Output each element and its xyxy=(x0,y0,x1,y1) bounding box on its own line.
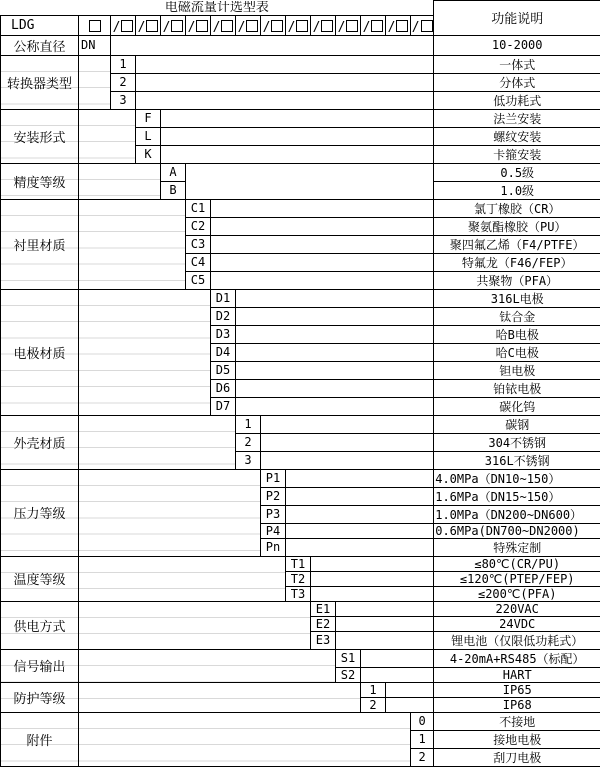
empty-after-cell xyxy=(161,145,434,163)
function-column-header: 功能说明 xyxy=(434,1,600,36)
option-code-cell: F xyxy=(136,109,161,127)
empty-after-cell xyxy=(186,163,434,199)
function-desc-cell: IP68 xyxy=(434,697,600,712)
function-desc-cell: 锂电池（仅限低功耗式） xyxy=(434,631,600,649)
selector-box-cell xyxy=(311,15,336,35)
selector-box-cell xyxy=(161,15,186,35)
table-row xyxy=(1,35,600,55)
function-desc-cell: 共聚物（PFA） xyxy=(434,271,600,289)
option-code-cell: D1 xyxy=(211,289,236,307)
empty-after-cell xyxy=(286,523,434,538)
category-label: 衬里材质 xyxy=(1,199,79,289)
function-desc-cell: 316L不锈钢 xyxy=(434,451,600,469)
function-desc-cell: 碳钢 xyxy=(434,415,600,433)
function-desc-cell: 氯丁橡胶（CR） xyxy=(434,199,600,217)
option-code-cell: C2 xyxy=(186,217,211,235)
option-box-icon xyxy=(321,20,333,32)
table-row xyxy=(1,415,600,433)
empty-gap-cell xyxy=(79,289,211,415)
function-desc-cell: 不接地 xyxy=(434,712,600,730)
option-box-icon xyxy=(196,20,208,32)
option-code-cell: C5 xyxy=(186,271,211,289)
empty-after-cell xyxy=(136,73,434,91)
selector-box-cell xyxy=(261,15,286,35)
function-desc-cell: 哈B电极 xyxy=(434,325,600,343)
empty-after-cell xyxy=(311,586,434,601)
empty-gap-cell xyxy=(79,55,111,109)
empty-gap-cell xyxy=(79,469,261,556)
category-label: 安装形式 xyxy=(1,109,79,163)
function-desc-cell: 0.6MPa(DN700~DN2000) xyxy=(434,523,600,538)
empty-gap-cell xyxy=(79,163,161,199)
option-code-cell: C3 xyxy=(186,235,211,253)
category-label: 供电方式 xyxy=(1,601,79,649)
empty-after-cell xyxy=(136,55,434,73)
function-desc-cell: 1.0级 xyxy=(434,181,600,199)
option-code-cell: E2 xyxy=(311,616,336,631)
option-box-icon xyxy=(346,20,358,32)
option-code-cell: C4 xyxy=(186,253,211,271)
function-desc-cell: 10-2000 xyxy=(434,35,600,55)
category-label: 公称直径 xyxy=(1,35,79,55)
option-box-icon xyxy=(421,20,433,32)
slash-separator: / xyxy=(188,20,196,35)
category-label: 温度等级 xyxy=(1,556,79,601)
option-code-cell: D2 xyxy=(211,307,236,325)
option-box-icon xyxy=(171,20,183,32)
selector-box-cell xyxy=(411,15,434,35)
option-code-cell: K xyxy=(136,145,161,163)
table-row xyxy=(1,163,600,181)
category-label: 防护等级 xyxy=(1,682,79,712)
function-desc-cell: 1.0MPa（DN200~DN600） xyxy=(434,505,600,523)
category-label: 信号输出 xyxy=(1,649,79,682)
empty-after-cell xyxy=(236,325,434,343)
table-row xyxy=(1,1,600,16)
table-row xyxy=(1,199,600,217)
empty-gap-cell xyxy=(79,199,186,289)
empty-after-cell xyxy=(161,127,434,145)
function-desc-cell: 螺纹安装 xyxy=(434,127,600,145)
empty-after-cell xyxy=(236,343,434,361)
empty-after-cell xyxy=(286,487,434,505)
option-code-cell: 2 xyxy=(111,73,136,91)
selector-box-cell xyxy=(386,15,411,35)
function-desc-cell: 聚氨酯橡胶（PU） xyxy=(434,217,600,235)
empty-after-cell xyxy=(311,556,434,571)
function-desc-cell: 316L电极 xyxy=(434,289,600,307)
function-desc-cell: 0.5级 xyxy=(434,163,600,181)
empty-after-cell xyxy=(361,649,434,667)
category-label: 附件 xyxy=(1,712,79,766)
function-desc-cell: 220VAC xyxy=(434,601,600,616)
option-box-icon xyxy=(246,20,258,32)
option-code-cell: A xyxy=(161,163,186,181)
function-desc-cell: 钛合金 xyxy=(434,307,600,325)
slash-separator: / xyxy=(113,20,121,35)
table-row xyxy=(1,55,600,73)
function-desc-cell: 碳化钨 xyxy=(434,397,600,415)
option-code-cell: 0 xyxy=(411,712,434,730)
slash-separator: / xyxy=(363,20,371,35)
option-code-cell: C1 xyxy=(186,199,211,217)
option-box-icon xyxy=(396,20,408,32)
option-code-cell: D5 xyxy=(211,361,236,379)
slash-separator: / xyxy=(238,20,246,35)
empty-after-cell xyxy=(211,253,434,271)
empty-after-cell xyxy=(236,307,434,325)
model-code-label: LDG xyxy=(1,15,79,35)
empty-gap-cell xyxy=(79,712,411,766)
empty-after-cell xyxy=(236,289,434,307)
empty-after-cell xyxy=(211,235,434,253)
option-code-cell: 1 xyxy=(411,730,434,748)
empty-after-cell xyxy=(286,469,434,487)
category-label: 压力等级 xyxy=(1,469,79,556)
option-box-icon xyxy=(221,20,233,32)
option-code-cell: B xyxy=(161,181,186,199)
category-label: 转换器类型 xyxy=(1,55,79,109)
selector-box-cell xyxy=(236,15,261,35)
table-row xyxy=(1,556,600,571)
function-desc-cell: 分体式 xyxy=(434,73,600,91)
table-row xyxy=(1,712,600,730)
empty-after-cell xyxy=(236,379,434,397)
option-box-icon xyxy=(371,20,383,32)
empty-after-cell xyxy=(311,571,434,586)
option-box-icon xyxy=(296,20,308,32)
function-desc-cell: 铂铱电极 xyxy=(434,379,600,397)
empty-after-cell xyxy=(236,361,434,379)
option-code-cell: 3 xyxy=(111,91,136,109)
option-code-cell: P1 xyxy=(261,469,286,487)
page-title: 电磁流量计选型表 xyxy=(1,1,434,16)
function-desc-cell: 4.0MPa（DN10~150） xyxy=(434,469,600,487)
function-desc-cell: ≤80℃(CR/PU) xyxy=(434,556,600,571)
empty-after-cell xyxy=(386,682,434,697)
table-row xyxy=(1,289,600,307)
selector-box-cell xyxy=(361,15,386,35)
function-desc-cell: 304不锈钢 xyxy=(434,433,600,451)
option-code-cell: D3 xyxy=(211,325,236,343)
function-desc-cell: 24VDC xyxy=(434,616,600,631)
option-code-cell: 1 xyxy=(361,682,386,697)
function-desc-cell: 4-20mA+RS485（标配） xyxy=(434,649,600,667)
option-code-cell: 2 xyxy=(411,748,434,766)
empty-after-cell xyxy=(336,631,434,649)
option-code-cell: 3 xyxy=(236,451,261,469)
function-desc-cell: 特殊定制 xyxy=(434,538,600,556)
empty-after-cell xyxy=(211,271,434,289)
slash-separator: / xyxy=(313,20,321,35)
function-desc-cell: 一体式 xyxy=(434,55,600,73)
selector-box-cell xyxy=(79,15,111,35)
selector-box-cell xyxy=(336,15,361,35)
function-desc-cell: ≤120℃(PTEP/FEP) xyxy=(434,571,600,586)
table-row xyxy=(1,601,600,616)
empty-after-cell xyxy=(261,451,434,469)
empty-gap-cell xyxy=(79,556,286,601)
option-code-cell: D6 xyxy=(211,379,236,397)
slash-separator: / xyxy=(263,20,271,35)
option-code-cell: P3 xyxy=(261,505,286,523)
empty-after-cell xyxy=(211,217,434,235)
option-code-cell: D7 xyxy=(211,397,236,415)
selector-box-cell xyxy=(186,15,211,35)
option-code-cell: T1 xyxy=(286,556,311,571)
empty-gap-cell xyxy=(79,682,361,712)
slash-separator: / xyxy=(213,20,221,35)
empty-after-cell xyxy=(161,109,434,127)
option-code-cell: 2 xyxy=(236,433,261,451)
option-code-cell: DN xyxy=(79,35,111,55)
function-desc-cell: 低功耗式 xyxy=(434,91,600,109)
function-desc-cell: 聚四氟乙烯（F4/PTFE） xyxy=(434,235,600,253)
function-desc-cell: IP65 xyxy=(434,682,600,697)
option-code-cell: T2 xyxy=(286,571,311,586)
function-desc-cell: 钽电极 xyxy=(434,361,600,379)
function-desc-cell: 卡箍安装 xyxy=(434,145,600,163)
empty-gap-cell xyxy=(79,601,311,649)
option-box-icon xyxy=(89,20,101,32)
function-desc-cell: 1.6MPa（DN15~150） xyxy=(434,487,600,505)
selector-box-cell xyxy=(211,15,236,35)
function-desc-cell: 刮刀电极 xyxy=(434,748,600,766)
option-code-cell: S1 xyxy=(336,649,361,667)
selector-box-cell xyxy=(111,15,136,35)
empty-after-cell xyxy=(111,35,434,55)
category-label: 精度等级 xyxy=(1,163,79,199)
table-row xyxy=(1,682,600,697)
empty-after-cell xyxy=(286,505,434,523)
function-desc-cell: 特氟龙（F46/FEP） xyxy=(434,253,600,271)
option-code-cell: T3 xyxy=(286,586,311,601)
option-code-cell: S2 xyxy=(336,667,361,682)
empty-after-cell xyxy=(261,433,434,451)
empty-gap-cell xyxy=(79,109,136,163)
option-code-cell: E1 xyxy=(311,601,336,616)
empty-after-cell xyxy=(261,415,434,433)
function-desc-cell: HART xyxy=(434,667,600,682)
function-desc-cell: ≤200℃(PFA) xyxy=(434,586,600,601)
option-code-cell: 1 xyxy=(236,415,261,433)
selector-box-cell xyxy=(136,15,161,35)
category-label: 电极材质 xyxy=(1,289,79,415)
empty-gap-cell xyxy=(79,649,336,682)
function-desc-cell: 法兰安装 xyxy=(434,109,600,127)
option-box-icon xyxy=(146,20,158,32)
table-row xyxy=(1,109,600,127)
option-code-cell: D4 xyxy=(211,343,236,361)
slash-separator: / xyxy=(138,20,146,35)
empty-after-cell xyxy=(361,667,434,682)
empty-after-cell xyxy=(386,697,434,712)
slash-separator: / xyxy=(163,20,171,35)
empty-after-cell xyxy=(211,199,434,217)
function-desc-cell: 哈C电极 xyxy=(434,343,600,361)
empty-after-cell xyxy=(336,616,434,631)
slash-separator: / xyxy=(288,20,296,35)
option-box-icon xyxy=(121,20,133,32)
slash-separator: / xyxy=(338,20,346,35)
selector-box-cell xyxy=(286,15,311,35)
empty-after-cell xyxy=(336,601,434,616)
empty-gap-cell xyxy=(79,415,236,469)
table-row xyxy=(1,649,600,667)
function-desc-cell: 接地电极 xyxy=(434,730,600,748)
empty-after-cell xyxy=(286,538,434,556)
option-box-icon xyxy=(271,20,283,32)
slash-separator: / xyxy=(412,20,420,35)
option-code-cell: L xyxy=(136,127,161,145)
category-label: 外壳材质 xyxy=(1,415,79,469)
option-code-cell: P2 xyxy=(261,487,286,505)
option-code-cell: 2 xyxy=(361,697,386,712)
option-code-cell: P4 xyxy=(261,523,286,538)
option-code-cell: Pn xyxy=(261,538,286,556)
empty-after-cell xyxy=(136,91,434,109)
slash-separator: / xyxy=(388,20,396,35)
option-code-cell: 1 xyxy=(111,55,136,73)
option-code-cell: E3 xyxy=(311,631,336,649)
table-row xyxy=(1,469,600,487)
empty-after-cell xyxy=(236,397,434,415)
